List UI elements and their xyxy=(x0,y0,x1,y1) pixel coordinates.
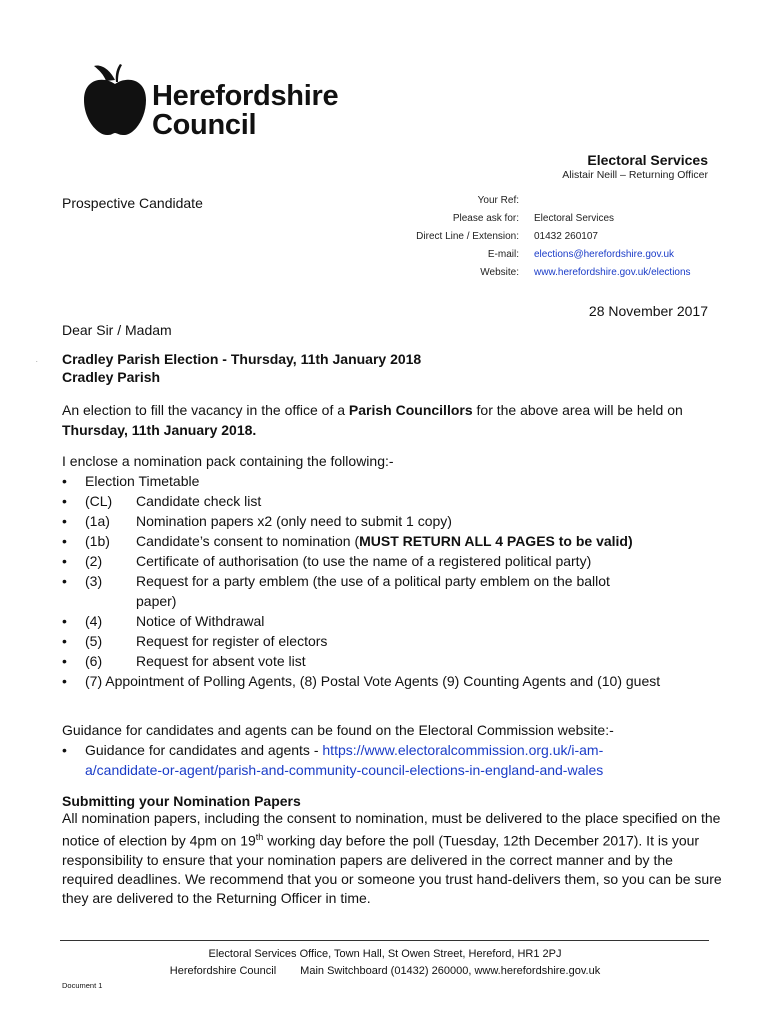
para-text: working day before the poll (Tuesday, 12th December 2017). It is your responsibility to ensure that your nomination papers are delivered in the correct manner and by the required deadlines. We recommend that you or someone you trust hand-delivers them, so you can be sure they are delivered to the Returning Officer in time. xyxy=(62,832,722,907)
item-code: (2) xyxy=(85,553,103,569)
item-code: (1a) xyxy=(85,513,110,529)
recipient: Prospective Candidate xyxy=(62,195,203,211)
item-code: (1b) xyxy=(85,533,110,549)
logo-line1: Herefordshire xyxy=(152,80,339,112)
intro-bold-office: Parish Councillors xyxy=(348,402,473,418)
list-item-text: Candidate’s consent to nomination ( xyxy=(136,533,360,549)
list-item xyxy=(62,471,722,491)
list-item-text: Guidance for candidates and agents - xyxy=(85,742,323,758)
phone-value: 01432 260107 xyxy=(534,231,598,242)
margin-mark: . xyxy=(36,358,38,364)
section-heading: Submitting your Nomination Papers xyxy=(62,793,301,809)
website-label: Website: xyxy=(480,267,519,278)
list-item-text: Certificate of authorisation (to use the name of a registered political party) xyxy=(136,553,592,569)
email-label: E-mail: xyxy=(487,249,519,260)
email-link[interactable]: elections@herefordshire.gov.uk xyxy=(534,249,675,260)
superscript: th xyxy=(255,832,264,843)
list-item-text: Request for absent vote list xyxy=(136,653,306,669)
guidance-link[interactable]: https://www.electoralcommission.org.uk/i-am- xyxy=(322,742,604,758)
list-item-text: Election Timetable xyxy=(85,473,200,489)
list-item xyxy=(62,531,722,551)
footer-contact xyxy=(0,965,770,977)
footer-org: Herefordshire Council xyxy=(169,965,277,977)
list-item-bold: MUST RETURN ALL 4 PAGES to be valid) xyxy=(359,533,633,549)
footer-switchboard: Main Switchboard (01432) 260000, www.herefordshire.gov.uk xyxy=(300,965,601,977)
footer-address: Electoral Services Office, Town Hall, St Owen Street, Hereford, HR1 2PJ xyxy=(208,948,562,960)
list-item xyxy=(62,491,722,511)
intro-text: for the above area will be held on xyxy=(472,402,683,418)
list-item-text: Candidate check list xyxy=(136,493,262,509)
subject-line2: Cradley Parish xyxy=(62,369,161,385)
item-code: (4) xyxy=(85,613,103,629)
enclosure-heading: I enclose a nomination pack containing the following:- xyxy=(62,453,394,469)
logo-line2: Council xyxy=(152,109,257,141)
intro-bold-date: Thursday, 11th January 2018. xyxy=(62,422,257,438)
letter-date: 28 November 2017 xyxy=(588,303,708,319)
para-text: All nomination papers, including the consent to nomination, must be delivered to the place specified on the notice of election by 4pm on 19 xyxy=(62,810,721,849)
list-item xyxy=(62,511,722,531)
list-item xyxy=(62,671,722,691)
list-item-text: Notice of Withdrawal xyxy=(136,613,265,629)
item-code: (5) xyxy=(85,633,103,649)
list-item xyxy=(62,551,722,571)
item-code: (CL) xyxy=(85,493,113,509)
guidance-heading: Guidance for candidates and agents can be found on the Electoral Commission website:- xyxy=(62,722,614,738)
list-item xyxy=(62,611,722,631)
list-item-continuation: paper) xyxy=(136,593,177,609)
ref-label: Your Ref: xyxy=(477,195,519,206)
intro-text: An election to fill the vacancy in the office of a xyxy=(62,402,349,418)
document-name: Document 1 xyxy=(62,981,103,990)
subject xyxy=(62,350,421,386)
guidance-link-cont[interactable]: a/candidate-or-agent/parish-and-community-council-elections-in-england-and-wales xyxy=(85,762,604,778)
ask-for-label: Please ask for: xyxy=(452,213,519,224)
department-title: Electoral Services xyxy=(587,152,708,168)
list-item-text: Nomination papers x2 (only need to submit 1 copy) xyxy=(136,513,452,529)
apple-logo-icon xyxy=(82,64,148,136)
list-item-text: Request for a party emblem (the use of a political party emblem on the ballot xyxy=(136,573,610,589)
submitting-paragraph xyxy=(62,809,722,909)
website-link[interactable]: www.herefordshire.gov.uk/elections xyxy=(534,267,691,278)
enclosure-list xyxy=(62,471,722,691)
salutation: Dear Sir / Madam xyxy=(62,322,172,338)
list-item-text: Request for register of electors xyxy=(136,633,328,649)
subject-line1: Cradley Parish Election - Thursday, 11th January 2018 xyxy=(62,351,422,367)
item-code: (3) xyxy=(85,573,103,589)
item-code: (6) xyxy=(85,653,103,669)
list-item xyxy=(62,571,722,611)
intro-paragraph xyxy=(62,400,722,440)
council-logo xyxy=(82,64,372,144)
list-item-text: (7) Appointment of Polling Agents, (8) Postal Vote Agents (9) Counting Agents and (10) guest xyxy=(85,673,661,689)
footer-divider xyxy=(60,940,709,941)
officer-line: Alistair Neill – Returning Officer xyxy=(562,169,708,181)
phone-label: Direct Line / Extension: xyxy=(416,231,519,242)
list-item xyxy=(62,631,722,651)
guidance-list xyxy=(62,740,722,780)
list-item xyxy=(62,651,722,671)
ask-for-value: Electoral Services xyxy=(534,213,615,224)
list-item xyxy=(62,740,722,780)
